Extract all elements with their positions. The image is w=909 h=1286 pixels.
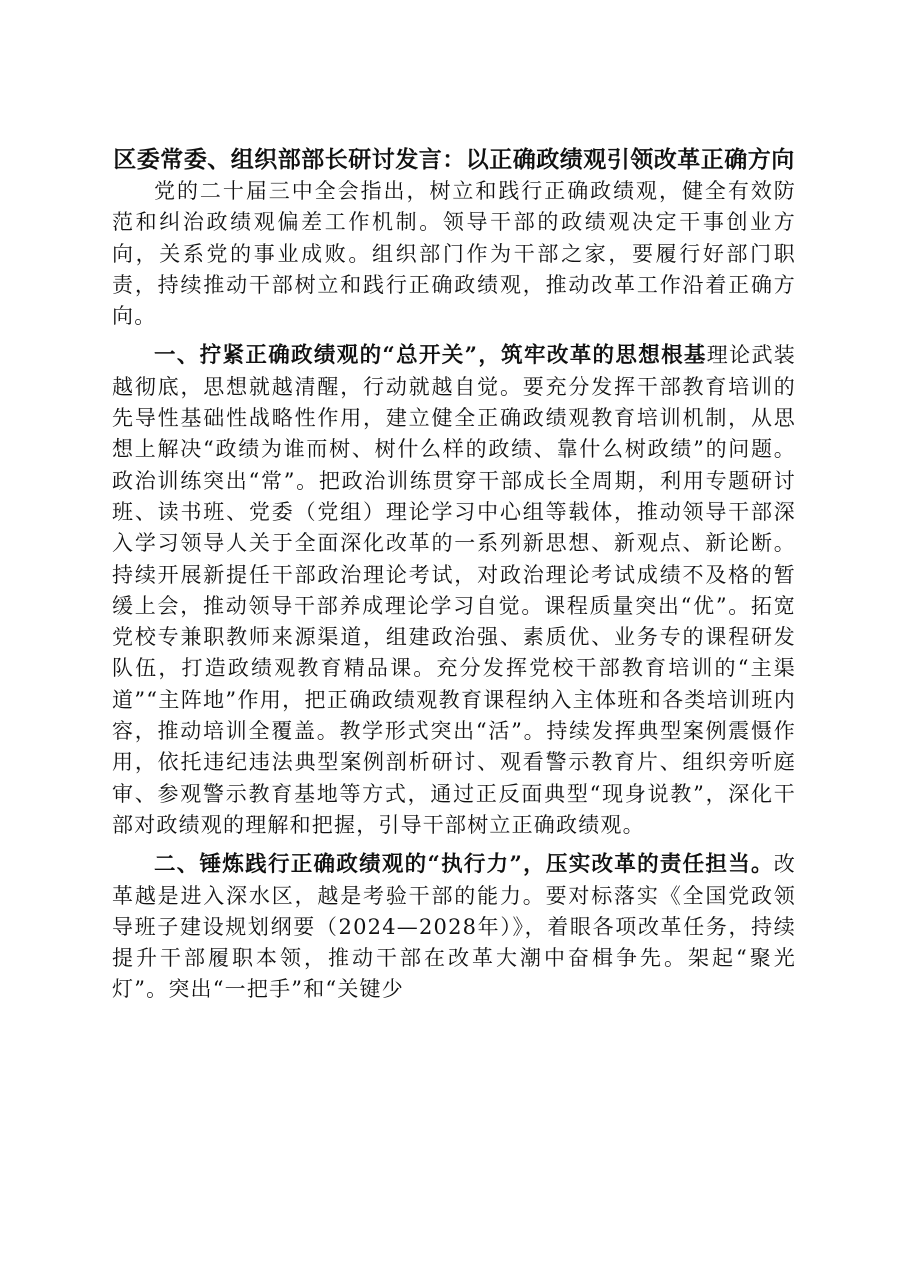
- section-1-body: 理论武装越彻底，思想就越清醒，行动就越自觉。要充分发挥干部教育培训的先导性基础性战略性作用，建立健全正确政绩观教育培训机制，从思想上解决“政绩为谁而树、树什么样的政绩、靠什么树政绩”的问题。政治训练突出“常”。把政治训练贯穿干部成长全周期，利用专题研讨班、读书班、党委（党组）理论学习中心组等载体，推动领导干部深入学习领导人关于全面深化改革的一系列新思想、新观点、新论断。持续开展新提任干部政治理论考试，对政治理论考试成绩不及格的暂缓上会，推动领导干部养成理论学习自觉。课程质量突出“优”。拓宽党校专兼职教师来源渠道，组建政治强、素质优、业务专的课程研发队伍，打造政绩观教育精品课。充分发挥党校干部教育培训的“主渠道”“主阵地”作用，把正确政绩观教育课程纳入主体班和各类培训班内容，推动培训全覆盖。教学形式突出“活”。持续发挥典型案例震慑作用，依托违纪违法典型案例剖析研讨、观看警示教育片、组织旁听庭审、参观警示教育基地等方式，通过正反面典型“现身说教”，深化干部对政绩观的理解和把握，引导干部树立正确政绩观。: [112, 343, 796, 837]
- intro-paragraph: 党的二十届三中全会指出，树立和践行正确政绩观，健全有效防范和纠治政绩观偏差工作机制。领导干部的政绩观决定干事创业方向，关系党的事业成败。组织部门作为干部之家，要履行好部门职责，持续推动干部树立和践行正确政绩观，推动改革工作沿着正确方向。: [112, 179, 796, 329]
- document-body: [112, 144, 796, 1006]
- section-1-heading: 一、拧紧正确政绩观的“总开关”，筑牢改革的思想根基: [154, 343, 707, 369]
- section-2-paragraph: [112, 849, 796, 1005]
- section-1-paragraph: [112, 340, 796, 841]
- section-2-heading: 二、锤炼践行正确政绩观的“执行力”，压实改革的责任担当。: [154, 852, 774, 878]
- document-title: 区委常委、组织部部长研讨发言：以正确政绩观引领改革正确方向: [113, 146, 795, 173]
- section-2-body: 改革越是进入深水区，越是考验干部的能力。要对标落实《全国党政领导班子建设规划纲要（2024—2028年）》，着眼各项改革任务，持续提升干部履职本领，推动干部在改革大潮中奋楫争先。架起“聚光灯”。突出“一把手”和“关键少: [112, 852, 796, 1002]
